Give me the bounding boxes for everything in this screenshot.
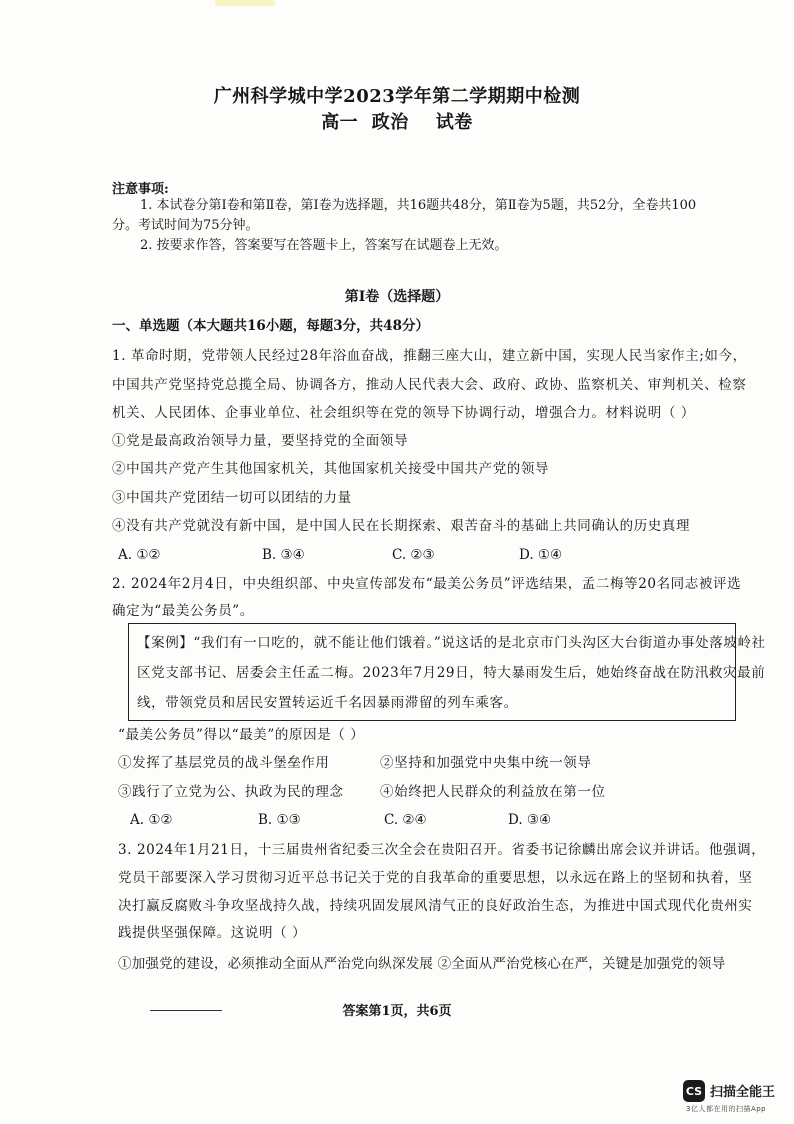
q1-stem-line-2: 中国共产党坚持党总揽全局、协调各方，推动人民代表大会、政府、政协、监察机关、审判机关、检察 bbox=[112, 377, 747, 393]
q2-statement-1: ①发挥了基层党员的战斗堡垒作用 bbox=[118, 755, 330, 771]
case-line-2: 区党支部书记、居委会主任孟二梅。2023年7月29日，特大暴雨发生后，她始终奋战在防汛救灾最前 bbox=[137, 665, 766, 681]
q2-stem-line-2: 确定为“最美公务员”。 bbox=[112, 603, 254, 619]
q1-option-c: C. ②③ bbox=[392, 547, 435, 563]
q2-statement-2: ②坚持和加强党中央集中统一领导 bbox=[380, 755, 592, 771]
q1-option-a: A. ①② bbox=[118, 547, 161, 563]
q2-stem-line-1: 2. 2024年2月4日，中央组织部、中央宣传部发布“最美公务员”评选结果，孟二梅等20名同志被评选 bbox=[112, 576, 742, 592]
notice-item-1-cont: 分。考试时间为75分钟。 bbox=[112, 218, 259, 233]
case-box bbox=[128, 623, 766, 721]
notice-heading: 注意事项: bbox=[112, 182, 169, 197]
page-number: 答案第1页，共6页 bbox=[342, 1004, 452, 1019]
q3-stem-line-2: 党员干部要深入学习贯彻习近平总书记关于党的自我革命的重要思想，以永远在路上的坚韧和执着，坚 bbox=[118, 870, 753, 886]
q1-statement-1: ①党是最高政治领导力量，要坚持党的全面领导 bbox=[112, 433, 409, 449]
q2-statement-3: ③践行了立党为公、执政为民的理念 bbox=[118, 784, 344, 800]
q3-stem-line-1: 3. 2024年1月21日，十三届贵州省纪委三次全会在贵阳召开。省委书记徐麟出席会议并讲话。他强调， bbox=[118, 842, 766, 858]
notice-item-2: 2. 按要求作答，答案要写在答题卡上，答案写在试题卷上无效。 bbox=[140, 238, 508, 253]
q1-option-b: B. ③④ bbox=[262, 547, 305, 563]
q2-option-a: A. ①② bbox=[130, 812, 173, 828]
q2-question: “最美公务员”得以“最美”的原因是（ ） bbox=[118, 727, 365, 743]
scan-smudge bbox=[215, 0, 275, 6]
q1-statement-2: ②中国共产党产生其他国家机关，其他国家机关接受中国共产党的领导 bbox=[112, 461, 550, 477]
q1-stem-line-1: 1. 革命时期，党带领人民经过28年浴血奋战，推翻三座大山，建立新中国，实现人民当家作主;如今， bbox=[112, 348, 747, 364]
case-line-1: 【案例】“我们有一口吃的，就不能让他们饿着。”说这话的是北京市门头沟区大台街道办事处落坡岭社 bbox=[137, 635, 766, 651]
q3-statements-1-2: ①加强党的建设，必须推动全面从严治党向纵深发展 ②全面从严治党核心在严，关键是加强党的领导 bbox=[118, 956, 726, 972]
camscanner-slogan: 3亿人都在用的扫描App bbox=[686, 1105, 767, 1113]
q3-stem-line-3: 决打赢反腐败斗争攻坚战持久战，持续巩固发展风清气正的良好政治生态，为推进中国式现代化贵州实 bbox=[118, 898, 753, 914]
exam-subtitle: 高一 政治 试卷 bbox=[321, 112, 473, 133]
case-line-3: 线，带领党员和居民安置转运近千名因暴雨滞留的列车乘客。 bbox=[137, 695, 518, 711]
camscanner-name: 扫描全能王 bbox=[710, 1085, 776, 1100]
q3-stem-line-4: 践提供坚强保障。这说明（ ） bbox=[118, 925, 307, 941]
section-title: 第Ⅰ卷（选择题） bbox=[344, 289, 450, 305]
part-heading: 一、单选题（本大题共16小题，每题3分，共48分） bbox=[112, 318, 429, 334]
q2-option-d: D. ③④ bbox=[508, 812, 552, 828]
q2-option-b: B. ①③ bbox=[258, 812, 301, 828]
exam-title: 广州科学城中学2023学年第二学期期中检测 bbox=[213, 86, 581, 107]
camscanner-logo-icon: CS bbox=[683, 1080, 705, 1102]
q1-stem-line-3: 机关、人民团体、企事业单位、社会组织等在党的领导下协调行动，增强合力。材料说明（ ） bbox=[112, 405, 695, 421]
q2-option-c: C. ②④ bbox=[384, 812, 427, 828]
q1-statement-3: ③中国共产党团结一切可以团结的力量 bbox=[112, 490, 352, 506]
q2-statement-4: ④始终把人民群众的利益放在第一位 bbox=[380, 784, 606, 800]
q1-statement-4: ④没有共产党就没有新中国，是中国人民在长期探索、艰苦奋斗的基础上共同确认的历史真理 bbox=[112, 518, 691, 534]
notice-item-1: 1. 本试卷分第Ⅰ卷和第Ⅱ卷，第Ⅰ卷为选择题，共16题共48分，第Ⅱ卷为5题，共52分，全卷共100 bbox=[140, 198, 697, 213]
q1-option-d: D. ①④ bbox=[519, 547, 563, 563]
